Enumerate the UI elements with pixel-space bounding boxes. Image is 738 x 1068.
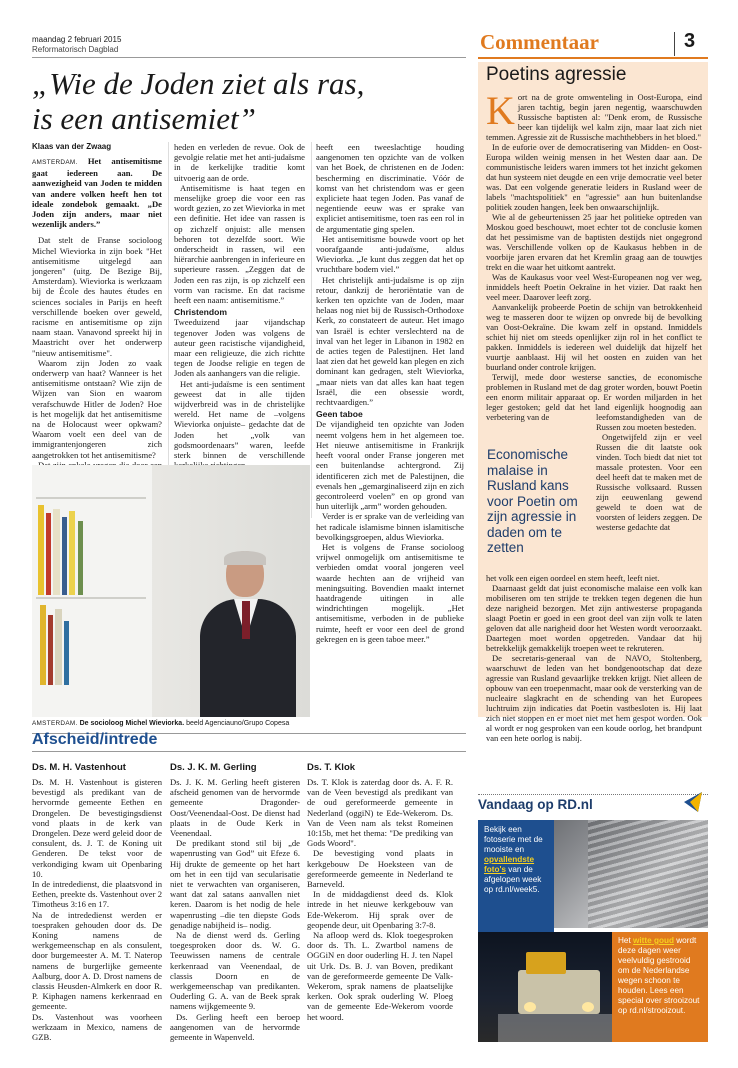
- article-headline: [32, 66, 472, 136]
- promo-title: Vandaag op RD.nl: [478, 797, 593, 812]
- article-paragraph: De vijandigheid ten opzichte van Joden neemt volgens hem in het algemeen toe. Het nieuwe antisemitisme in Frankrijk heeft vooral onder Franse jongeren met een buitenlandse achtergrond. Zij identificeren zich met de Palestijnen, die evenals hen „gemarginaliseerd zijn en zich gecontroleerd voelen” en op grond van hun uiterlijk „arm” worden gehouden.: [316, 419, 464, 512]
- commentaar-paragraph: Aanvankelijk probeerde Poetin de schijn van betrokkenheid weg te masseren door te wijzen op onvrede bij de bevolking van Oost-Oekraïne. Die kwam zelf in opstand. Inmiddels schiet hij niet om steeds openlijker zijn rol in het conflict te pakken. Inmiddels is iedereen wel duidelijk dat hijzelf het vuurtje aanblaast. Hij wil het oosten en zuiden van het buurland onder controle krijgen.: [486, 302, 702, 372]
- afscheid-paragraph: Ds. J. K. M. Gerling heeft gisteren afscheid genomen van de hervormde gemeente Dragonder-Oost/Veenendaal-Oost. De dienst had plaats in de Oude Kerk in Veenendaal.: [170, 777, 300, 839]
- commentaar-rule: [478, 57, 708, 59]
- promo-top-rule: [478, 794, 708, 795]
- afscheid-item: [32, 762, 162, 1042]
- afscheid-paragraph: In de middagdienst deed ds. Klok intrede in het nieuwe kerkgebouw van Ede-Wekerom. Hij sprak over de geopende deur, uit Openbaring 3:7-8.: [307, 889, 453, 930]
- article-paragraph: Het antisemitisme bouwde voort op het voorafgaande anti-judaïsme, aldus Wieviorka. „Je kunt dus zeggen dat het op vruchtbare bodem viel.”: [316, 233, 464, 275]
- caption-text: De socioloog Michel Wieviorka.: [79, 720, 185, 727]
- afscheid-paragraph: Na de dienst werd ds. Gerling toegesproken door ds. W. G. Teeuwissen namens de centrale kerkenraad van Veenendaal, de classis Doorn en de werkgemeenschap van predikanten. Ouderling G. A. van de Beek sprak namens wijkgemeente 9.: [170, 930, 300, 1012]
- article-paragraph: Het is volgens de Franse socioloog vrijwel onmogelijk om antisemitisme te verbieden omdat vooral jongeren veel waarde hechten aan de vrijheid van meningsuiting. Bovendien maakt internet haatdragende uitingen in alle windrichtingen mogelijk. „Het antisemitisme, verboden in de publieke ruimte, heeft er voor een deel de grond gekregen en is geen taboe meer.”: [316, 541, 464, 644]
- article-paragraph: Waarom zijn Joden zo vaak onderwerp van haat? Wanneer is het antisemitisme ontstaan? Wie zijn de Wijzen van Sion en waarom verafschuwde Hitler de Joden? Hoe is het mogelijk dat het antisemitisme na de Holocaust weer opkwam? Waarom voelt een deel van de immigrantenjongeren zich aangetrokken tot het antisemitisme?: [32, 357, 162, 460]
- commentaar-paragraph: leefomstandigheden van de Russen zou moeten besteden.: [596, 412, 702, 432]
- promo-image-truck[interactable]: [478, 932, 628, 1042]
- afscheid-item: [170, 762, 300, 1042]
- article-col-1: [32, 156, 162, 511]
- caption-place: AMSTERDAM.: [32, 720, 78, 727]
- afscheid-paragraph: Ds. Gerling heeft een beroep aangenomen van de hervormde gemeente in Wapenveld.: [170, 1011, 300, 1043]
- photo-caption: [32, 720, 310, 727]
- afscheid-paragraph: De predikant stond stil bij „de wapenrusting van God” uit Efeze 6. Hij drukte de gemeente op het hart om het in een tijd van secularisatie niet te verwachten van organiseren, want dat zal satans aanvallen niet keren. Daarom is het nodig de hele wapenrusting –die ten diepste Gods genadige nabijheid is– nodig.: [170, 838, 300, 930]
- dropcap: K: [486, 88, 515, 133]
- afscheid-name: Ds. J. K. M. Gerling: [170, 762, 257, 773]
- commentaar-header: [478, 30, 708, 60]
- article-paragraph: Tweeduizend jaar vijandschap tegenover Joden was volgens de auteur geen racistische vijandigheid, maar een religieuze, die zich richtte tegen de Joodse religie en tegen de Joden als aanhangers van die religie.: [174, 317, 305, 379]
- column-separator: [311, 142, 312, 518]
- afscheid-name: Ds. M. H. Vastenhout: [32, 762, 126, 773]
- afscheid-paragraph: Na de intrededienst werden er toespraken gehouden door ds. De Koning namens de werkgemeenschap en als consulent, door burgemeester A. M. T. Naterop namens de burgerlijke gemeente Aalburg, door A. D. Drost namens de classis Heusden-Almkerk en door R. P. Kiphagen namens kerkenraad en gemeente.: [32, 909, 162, 1012]
- afscheid-name: Ds. T. Klok: [307, 762, 356, 773]
- article-paragraph: Verder is er sprake van de verleiding van het radicale islamisme binnen islamitische bevolkingsgroepen, aldus Wieviorka.: [316, 511, 464, 542]
- article-paragraph: heden en verleden de revue. Ook de gevolgie relatie met het anti-judaïsme in de kerkelijke traditie komt uitvoerig aan de orde.: [174, 142, 305, 183]
- promo-1-link[interactable]: opvallendste foto's: [484, 855, 535, 874]
- afscheid-paragraph: In de intrededienst, die plaatsvond in Eethen, preekte ds. Vastenhout over 2 Timotheus 3:16 en 17.: [32, 879, 162, 910]
- promo-2-text: Het: [618, 936, 631, 945]
- masthead-date: maandag 2 februari 2015: [32, 35, 122, 44]
- commentaar-paragraph: ort na de grote omwenteling in Oost-Europa, eind jaren tachtig, begin jaren negentig, waarschuwden Russische baptisten al: "Denk erom, de Russische beer kan tijdelijk wel kalm zijn, maar laat zich niet temmen. Agressie zit de Russische machthebbers in het bloed.": [486, 92, 702, 142]
- commentaar-title: Poetins agressie: [486, 64, 627, 85]
- dateline: AMSTERDAM.: [32, 159, 78, 166]
- article-author: Klaas van der Zwaag: [32, 142, 112, 151]
- article-col-2: [174, 142, 305, 511]
- commentaar-paragraph: Terwijl, mede door westerse sancties, de economische problemen in Rusland met de dag groter worden, bouwt Poetin een enorm militair apparaat op. Er worden miljarden in het leger gestoken; geld dat het land eigenlijk hoognodig aan verbetering van de: [486, 372, 702, 422]
- subheading-christendom: Christendom: [174, 307, 227, 318]
- person-figure: [194, 551, 304, 717]
- section-label: Commentaar: [480, 30, 599, 54]
- commentaar-paragraph: Ongetwijfeld zijn er veel Russen die dit laatste ook vinden. Toch biedt dat niet tot massale protesten. Voor een deel heeft dat te maken met de Russische volksaard. Russen zijn eeuwenlang gewend geweld te doen wat de voorsten of leiders zeggen. De westerse gedachte dat: [596, 432, 702, 532]
- afscheid-paragraph: Ds. T. Klok is zaterdag door ds. A. F. R. van de Veen bevestigd als predikant van de oud gereformeerde gemeente in Nederland (oggiN) te Ede-Wekerom. Ds. Van de Veen nam als tekst Romeinen 10:15b, met het thema: "De prediking van Gods Woord".: [307, 777, 453, 849]
- commentaar-narrow-col: [596, 412, 702, 532]
- article-lead: Het antisemitisme gaat iedereen aan. De aanwezigheid van Joden te midden van andere volken heeft hen tot ideale zondebok gemaakt. „De Joden zijn anders, maar niet wezenlijk anders.”: [32, 156, 162, 230]
- commentaar-paragraph: De secretaris-generaal van de NAVO, Stoltenberg, waarschuwt de leden van het bondgenootschap dat deze agressie van Rusland gevaarlijke trekken krijgt. Niet alleen de opbouw van een troepenmacht, maar ook de versterking van de nucleaire slagkracht en de schending van het Europees luchtruim zijn indicaties dat Poetin vastbesloten is. Hij laat zich niet stoppen en er moet niet met hem gespot worden. Ook al wordt er nog gesproken van een koude oorlog, het brandpunt van een hete oorlog is nabij.: [486, 653, 702, 743]
- afscheid-item: [307, 762, 453, 1022]
- section-divider: [674, 32, 675, 56]
- afscheid-paragraph: Ds. Vastenhout was voorheen werkzaam in Mexico, namens de GZB.: [32, 1011, 162, 1043]
- afscheid-heading: Afscheid/intrede: [32, 731, 158, 748]
- article-paragraph: Dat stelt de Franse socioloog Michel Wieviorka in zijn boek "Het antisemitisme uitgelegd aan jongeren" (uitg. De Bezige Bij, Amsterdam). Wieviorka is werkzaam bij de École des hautes études en sciences sociales in Parijs en heeft verschillende boeken over geweld, racisme en antisemitisme op zijn naam staan. Vanavond spreekt hij in Maastricht over het onderwerp "nieuw antisemitisme".: [32, 235, 162, 358]
- afscheid-paragraph: De bevestiging vond plaats in kerkgebouw De Hoeksteen van de gereformeerde gemeente in Nederland te Barneveld.: [307, 848, 453, 890]
- promo-1-text-end: van de afgelopen week op rd.nl/week5.: [484, 865, 542, 894]
- commentaar-body-bottom: [486, 573, 702, 743]
- article-paragraph: Het christelijk anti-judaïsme is op zijn retour, dankzij de heroriëntatie van de kerken ten opzichte van de Joden, maar helaas nog niet bij de Russisch-Orthodoxe Kerk, zo constateert de auteur. Het imago van Israël is echter verslechterd na de inval van het leger in Libanon in 1982 en de acties tegen de Palestijnen. Het land laat zien dat het geweld kan plegen en zich dominant kan gedragen, stelt Wieviorka, „maar niets van dat alles kan haat tegen Israël, die een obsessie wordt, rechtvaardigen.”: [316, 274, 464, 408]
- article-paragraph: Het anti-judaïsme is een sentiment geweest dat in alle tijden wijdverbreid was in de christelijke wereld. Het name de –volgens Wieviorka onjuiste– gedachte dat de Joden het „volk van godsmoordenaars” waren, leefde sterk binnen de verschillende: [174, 378, 305, 461]
- rd-logo-icon: [680, 788, 706, 814]
- afscheid-paragraph: Ds. M. H. Vastenhout is gisteren bevestigd als predikant van de hervormde gemeente Eethen en Drongelen. De bevestigingsdienst vond plaats in de kerk van Drongelen. Deze werd geleid door de consulent, ds. J. T. de Koning uit Genderen. De tekst voor de verkondiging kwam uit Openbaring 10.: [32, 777, 162, 879]
- commentaar-body: [486, 88, 702, 422]
- promo-box-2: [612, 932, 708, 1042]
- headline-line-2: is een antisemiet”: [32, 101, 256, 136]
- promo-2-link[interactable]: witte goud: [633, 936, 674, 945]
- caption-credit: beeld Agenciauno/Grupo Copesa: [186, 720, 290, 727]
- afscheid-paragraph: Na afloop werd ds. Klok toegesproken door ds. Th. L. Zwartbol namens de OGGiN en door ouderling H. J. ten Napel uit Urk. Ds. B. J. van Boven, predikant van de gereformeerde gemeente De Valk-Wekerom, sprak namens de plaatselijke kerken. Ook sprak ouderling W. Ploeg van de gemeente Ede-Wekerom voorde het woord.: [307, 930, 453, 1022]
- headline-line-1: „Wie de Joden ziet als ras,: [32, 66, 365, 101]
- header-rule: [32, 57, 466, 58]
- commentaar-pullquote: Economische malaise in Rusland kans voor Poetin om zijn agressie in daden om te zetten: [487, 447, 578, 555]
- article-photo: [32, 465, 310, 717]
- subheading-geen-taboe: Geen taboe: [316, 409, 363, 420]
- commentaar-paragraph: het volk een eigen oordeel en stem heeft, leeft niet.: [486, 573, 660, 583]
- afscheid-rule: [32, 751, 466, 752]
- article-col-3: [316, 142, 464, 644]
- commentaar-paragraph: In de euforie over de democratisering van Midden- en Oost-Europa wilden weinig mensen in het Westen daar aan. De communistische leiders waren immers tot het inzicht gekomen dat hun systeem niet deugde en een vrije democratie veel beter was. Dat een volgende generatie leiders in Rusland weer de labels "machtspolitiek" en "agressie" aan hun buitenlandse politiek zouden hangen, leek ben onwaarschijnlijk.: [486, 142, 702, 212]
- article-paragraph: heeft een tweeslachtige houding aangenomen ten opzichte van de volken van het Boek, de christenen en de Joden: bescherming en discriminatie. Vóór de komst van het christendom was er geen expliciete haat tegen Joden. Pas vanaf de negentiende eeuw was er sprake van expliciet antisemitisme, toen ras een rol in de argumentatie ging spelen.: [316, 142, 464, 234]
- commentaar-paragraph: Wie al de gebeurtenissen 25 jaar het politieke optreden van Moskou goed beschouwt, moet echter tot de conclusie komen dat het pessimisme van de baptisten destijds niet ongegrond was. Verschillende volken op de Kaukasus hebben in de voorbije jaren ervaren dat het Kremlin graag aan de touwtjes trekt en die waar het uitkomt aantrekt.: [486, 212, 702, 272]
- article-paragraph: Antisemitisme is haat tegen en menselijke groep die voor een ras wordt gezien, zo zet Wieviorka in met een definitie. Het idee van rassen is op zichzelf onjuist: alle mensen behoren tot dezelfde soort. Wie onderscheidt in rassen, wil een hiërarchie aanbrengen in inferieure en superieure rassen. „Zeggen dat de Joden een ras zijn, is op zichzelf een vorm van racisme. En dat racisme heeft een naam: antisemitisme.”: [174, 182, 305, 306]
- promo-1-text: Bekijk een fotoserie met de mooiste en: [484, 825, 543, 854]
- promo-box-1: [478, 820, 554, 932]
- page-number: 3: [684, 30, 696, 52]
- commentaar-paragraph: Daarnaast geldt dat juist economische malaise een volk kan mobiliseren om ten strijde te trekken tegen degenen die hun deze narigheid bezorgen. Met zijn antiwesterse propaganda slaagt Poetin er goed in een groot deel van zijn volk te laten geloven dat alle narigheid door het Westen wordt veroorzaakt. Daartegen moet worden opgetreden. Vandaar dat hij betrekkelijk gemakkelijk troepen weet te rekruteren.: [486, 583, 702, 653]
- promo-2-text-end: wordt deze dagen weer veelvuldig gestrooid om de Nederlandse wegen schoon te houden. Lees een special over strooizout op rd.nl/strooizout.: [618, 936, 700, 1015]
- masthead-paper: Reformatorisch Dagblad: [32, 45, 119, 54]
- commentaar-paragraph: Was de Kaukasus voor veel West-Europeanen nog ver weg, inmiddels heeft Poetin Oekraïne in het vizier. Dat raakt hen veel meer. Daarover leeft zorg.: [486, 272, 702, 302]
- bookshelf: [32, 465, 152, 717]
- column-separator: [168, 142, 169, 518]
